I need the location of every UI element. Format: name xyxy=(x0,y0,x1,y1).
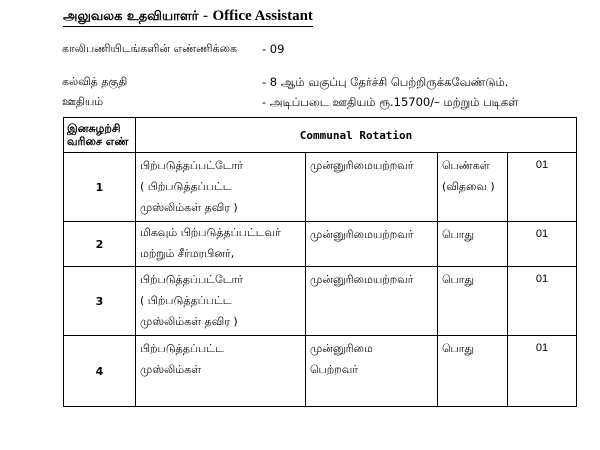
priority-cell: முன்னுரிமையற்றவர் xyxy=(306,267,438,336)
priority-cell: முன்னுரிமையற்றவர் xyxy=(306,222,438,267)
gender-cell xyxy=(438,153,508,222)
table-header-row xyxy=(64,118,577,153)
gender-line: பெண்கள் xyxy=(442,159,490,172)
title-separator: - xyxy=(202,8,208,24)
row-number: 1 xyxy=(64,153,136,222)
count-cell: 01 xyxy=(508,153,577,222)
gender-cell: பொது xyxy=(438,267,508,336)
priority-cell xyxy=(306,336,438,407)
category-line: மிகவும் பிற்படுத்தப்பட்டவர் xyxy=(140,226,281,239)
communal-rotation-table xyxy=(63,117,577,407)
category-line: முஸ்லிம்கள் தவிர ) xyxy=(140,201,238,214)
category-cell xyxy=(136,267,306,336)
vacancy-value: - 09 xyxy=(262,42,285,56)
row-number: 2 xyxy=(64,222,136,267)
count-cell: 01 xyxy=(508,222,577,267)
category-cell xyxy=(136,153,306,222)
category-cell xyxy=(136,222,306,267)
header-rotation: Communal Rotation xyxy=(136,118,577,153)
count-cell: 01 xyxy=(508,336,577,407)
category-line: முஸ்லிம்கள் தவிர ) xyxy=(140,315,238,328)
category-line: பிற்படுத்தப்பட்டோர் xyxy=(140,273,244,286)
priority-line: பெற்றவர் xyxy=(310,363,358,376)
category-line: பிற்படுத்தப்பட்டோர் xyxy=(140,159,244,172)
gender-line: (விதவை ) xyxy=(442,180,495,193)
count-cell: 01 xyxy=(508,267,577,336)
row-number: 4 xyxy=(64,336,136,407)
category-line: ( பிற்படுத்தப்பட்ட xyxy=(140,294,232,307)
vacancy-label: காலிபணியிடங்களின் எண்ணிக்கை xyxy=(62,42,237,55)
title-tamil: அலுவலக உதவியாளர் xyxy=(63,9,199,24)
row-number: 3 xyxy=(64,267,136,336)
qualification-value: - 8 ஆம் வகுப்பு தேர்ச்சி பெற்றிருக்கவேண்டும். xyxy=(262,75,509,89)
title-english: Office Assistant xyxy=(212,8,313,24)
category-line: ( பிற்படுத்தப்பட்ட xyxy=(140,180,232,193)
header-serial: இனசுழற்சி வரிசை எண் xyxy=(64,118,136,153)
category-line: முஸ்லிம்கள் xyxy=(140,363,202,376)
salary-label: ஊதியம் xyxy=(62,95,104,108)
qualification-label: கல்வித் தகுதி xyxy=(62,75,128,88)
category-line: மற்றும் சீர்மரபினர், xyxy=(140,247,235,260)
priority-line: முன்னுரிமை xyxy=(310,342,373,355)
category-line: பிற்படுத்தப்பட்ட xyxy=(140,342,224,355)
gender-cell: பொது xyxy=(438,336,508,407)
page-title xyxy=(63,8,313,27)
priority-cell: முன்னுரிமையற்றவர் xyxy=(306,153,438,222)
salary-value: - அடிப்படை ஊதியம் ரூ.15700/– மற்றும் படிகள் xyxy=(262,95,519,109)
table-row xyxy=(64,336,577,407)
table-row xyxy=(64,153,577,222)
category-cell xyxy=(136,336,306,407)
table-row xyxy=(64,267,577,336)
gender-cell: பொது xyxy=(438,222,508,267)
table-row xyxy=(64,222,577,267)
